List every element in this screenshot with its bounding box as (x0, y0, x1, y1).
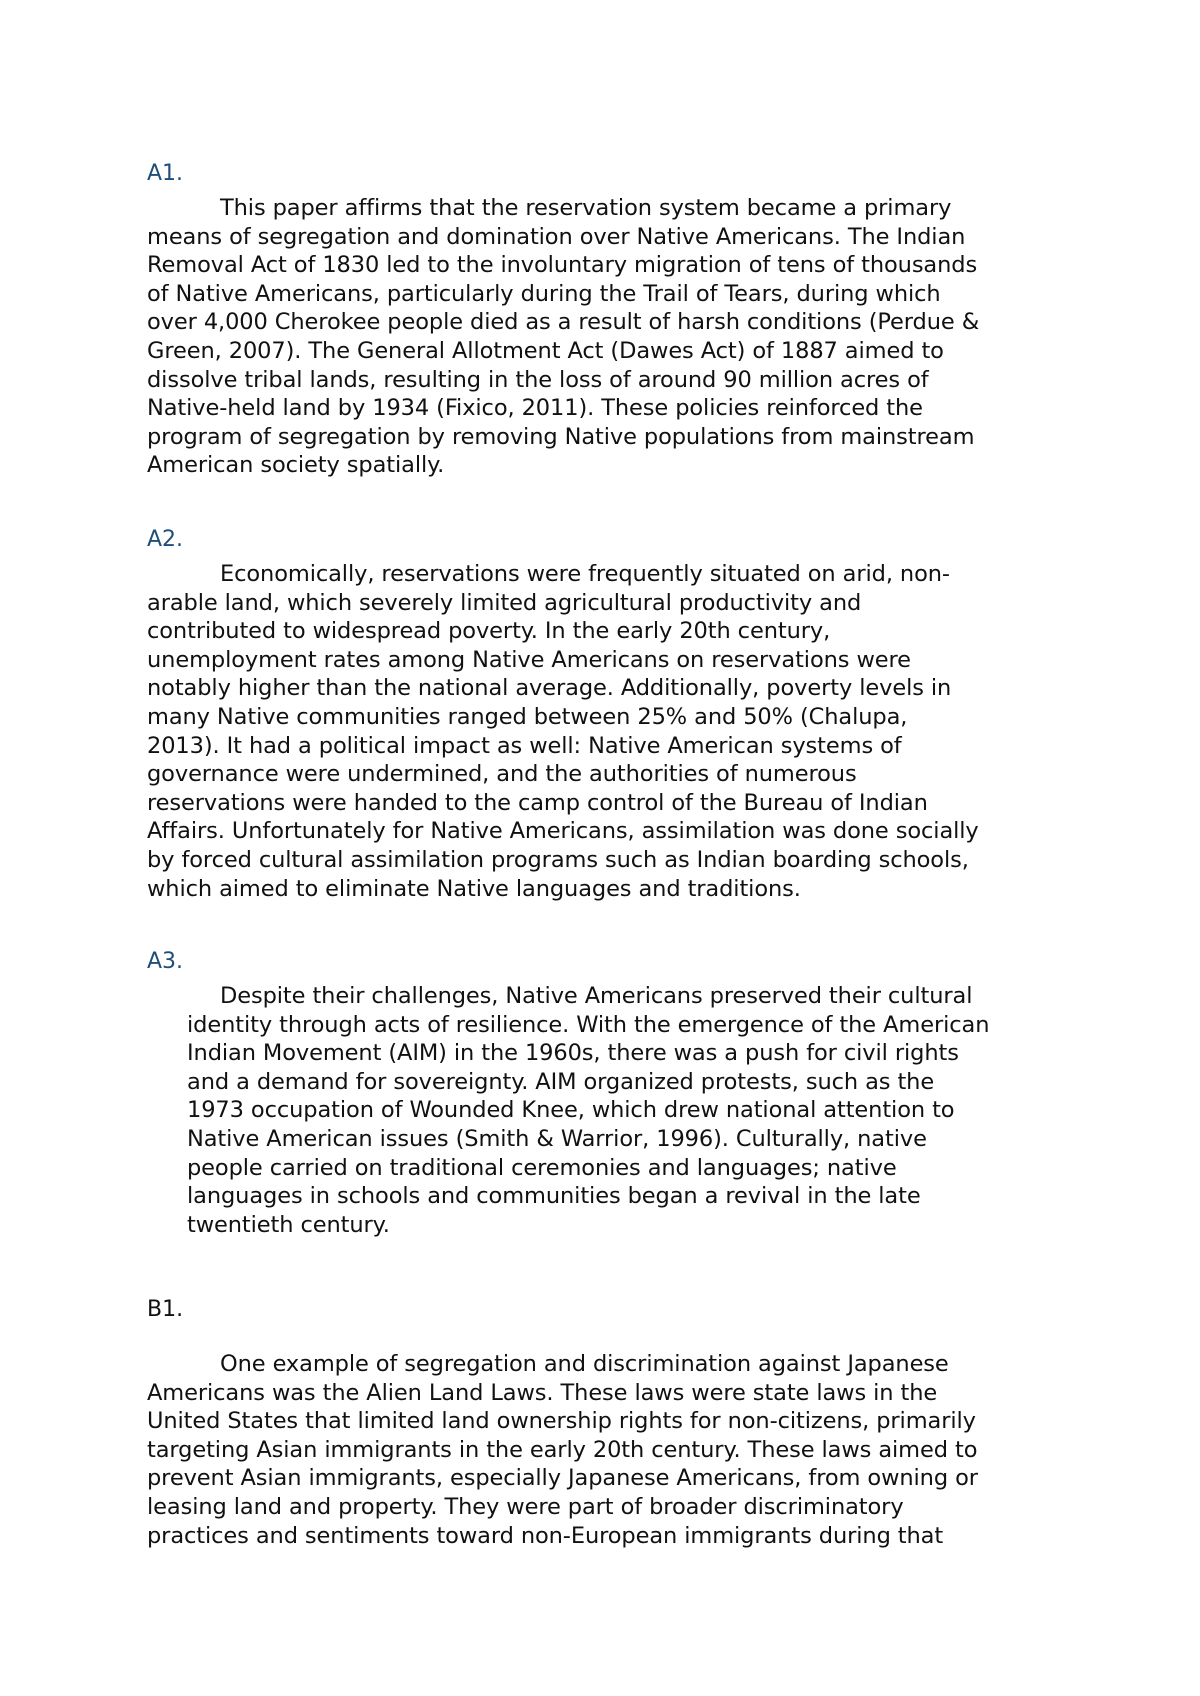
paragraph-line: prevent Asian immigrants, especially Japanese Americans, from owning or (147, 1465, 978, 1492)
section-heading-a1: A1. (147, 161, 184, 186)
section-a2 (147, 526, 1077, 903)
paragraph-line: which aimed to eliminate Native languages and traditions. (147, 875, 801, 902)
paragraph-line: Affairs. Unfortunately for Native Americans, assimilation was done socially (147, 818, 979, 845)
paragraph-line: Americans was the Alien Land Laws. These laws were state laws in the (147, 1379, 938, 1406)
paragraph-a1 (147, 194, 1077, 480)
paragraph-line: by forced cultural assimilation programs such as Indian boarding schools, (147, 846, 969, 873)
paragraph-line: means of segregation and domination over Native Americans. The Indian (147, 223, 966, 250)
paragraph-line: arable land, which severely limited agricultural productivity and (147, 589, 862, 616)
paragraph-line: Removal Act of 1830 led to the involuntary migration of tens of thousands (147, 252, 978, 279)
paragraph-a2 (147, 560, 1077, 903)
section-a1 (147, 160, 1077, 480)
paragraph-line: contributed to widespread poverty. In the early 20th century, (147, 618, 831, 645)
paragraph-line: notably higher than the national average. Additionally, poverty levels in (147, 675, 952, 702)
paragraph-line: One example of segregation and discrimination against Japanese (220, 1351, 949, 1377)
section-b1 (147, 1296, 1077, 1550)
paragraph-line: 2013). It had a political impact as well: Native American systems of (147, 732, 902, 759)
paragraph-b1 (147, 1350, 1077, 1550)
paragraph-line: program of segregation by removing Native populations from mainstream (147, 423, 975, 450)
paragraph-line: dissolve tribal lands, resulting in the loss of around 90 million acres of (147, 366, 929, 393)
paragraph-line: Despite their challenges, Native Americans preserved their cultural (220, 983, 973, 1009)
paragraph-line: This paper affirms that the reservation system became a primary (220, 195, 952, 221)
paragraph-line: targeting Asian immigrants in the early 20th century. These laws aimed to (147, 1436, 978, 1463)
paragraph-line: identity through acts of resilience. With the emergence of the American (187, 1011, 990, 1038)
paragraph-line: people carried on traditional ceremonies and languages; native (187, 1154, 897, 1181)
paragraph-line: and a demand for sovereignty. AIM organized protests, such as the (187, 1068, 935, 1095)
paragraph-line: many Native communities ranged between 25% and 50% (Chalupa, (147, 703, 908, 730)
paragraph-line: practices and sentiments toward non-European immigrants during that (147, 1522, 944, 1549)
section-heading-b1: B1. (147, 1297, 184, 1322)
paragraph-line: American society spatially. (147, 452, 445, 479)
section-heading-a2: A2. (147, 527, 184, 552)
paragraph-line: governance were undermined, and the authorities of numerous (147, 761, 857, 788)
paragraph-line: Indian Movement (AIM) in the 1960s, there was a push for civil rights (187, 1040, 959, 1067)
paragraph-line: Green, 2007). The General Allotment Act (Dawes Act) of 1887 aimed to (147, 337, 944, 364)
paragraph-line: leasing land and property. They were part of broader discriminatory (147, 1493, 904, 1520)
paragraph-line: Native-held land by 1934 (Fixico, 2011). These policies reinforced the (147, 395, 923, 422)
paragraph-line: twentieth century. (187, 1211, 390, 1238)
paragraph-line: over 4,000 Cherokee people died as a result of harsh conditions (Perdue & (147, 309, 980, 336)
paragraph-line: of Native Americans, particularly during the Trail of Tears, during which (147, 280, 941, 307)
section-heading-a3: A3. (147, 949, 184, 974)
paragraph-a3 (187, 982, 1077, 1239)
paragraph-line: languages in schools and communities began a revival in the late (187, 1183, 921, 1210)
paragraph-line: reservations were handed to the camp control of the Bureau of Indian (147, 789, 928, 816)
paragraph-line: Economically, reservations were frequently situated on arid, non- (220, 561, 950, 587)
section-a3 (147, 948, 1077, 1239)
paragraph-line: 1973 occupation of Wounded Knee, which drew national attention to (187, 1097, 955, 1124)
paragraph-line: unemployment rates among Native Americans on reservations were (147, 646, 911, 673)
paragraph-line: Native American issues (Smith & Warrior, 1996). Culturally, native (187, 1125, 927, 1152)
paragraph-line: United States that limited land ownership rights for non-citizens, primarily (147, 1408, 976, 1435)
